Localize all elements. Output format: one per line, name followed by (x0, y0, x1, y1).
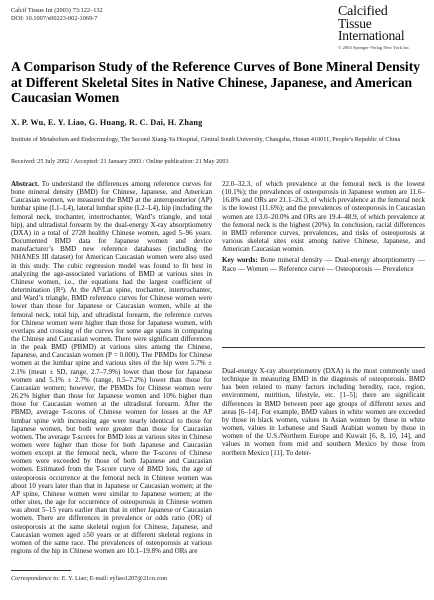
logo-word-tissue: Tissue (338, 16, 372, 31)
logo-word-calcified: Calcified (338, 4, 388, 19)
footnote-divider (11, 570, 71, 571)
journal-logo (338, 6, 426, 51)
copyright-notice: © 2003 Springer-Verlag New York Inc. (338, 45, 411, 50)
abstract-column-right (222, 180, 425, 273)
correspondence-footnote (11, 575, 167, 582)
author-affiliation: Institute of Metabolism and Endocrinology, The Second Xiang-Ya Hospital, Central South University, Changsha, Hunan 410011, People’s Republic of China (11, 136, 401, 143)
abstract-label: Abstract. (11, 180, 39, 188)
journal-citation (11, 7, 103, 22)
author-list: X. P. Wu, E. Y. Liao, G. Huang, R. C. Dai, H. Zhang (11, 118, 203, 127)
publication-dates: Received: 25 July 2002 / Accepted: 21 January 2003 / Online publication: 21 May 2003 (11, 158, 229, 165)
logo-word-international: International (338, 28, 405, 43)
abstract-column-left (11, 180, 212, 558)
article-title: A Comparison Study of the Reference Curves of Bone Mineral Density at Different Skeletal Sites in Native Chinese, Japanese, and American Caucasian Women (11, 59, 421, 106)
footnote-label: Correspondence to: (11, 575, 61, 582)
keywords-list: Bone mineral density — Dual-energy absorptiometry — Race — Women — Reference curve — Osteoporosis — Prevalence (222, 256, 425, 273)
footnote-email: E. Y. Liao; E-mail: eyliao1207@21cn.com (61, 575, 168, 582)
abstract-body: To understand the differences among reference curves for bone mineral density (BMD) for Chinese, Japanese, and American Caucasian women, we measured the BMD at the anteroposterior (AP) lumbar spine (L1–L4), lateral lumbar spine (L2–L4), hip (including the femoral neck, trochanter, intertrochanter, Ward’s triangle, and total hip), and ultradistal forearm by the dual-energy X-ray absorptiometry (DXA) in a total of 2728 healthy Chinese women, aged 5–96 years. Documented BMD data for Japanese women and device manufacturer’s BMD new reference databases (including the NHANES III dataset) for American Caucasian women were also used in this study. The cubic regression model was found to fit best in analyzing the age-associated variations of BMD at various sites in Chinese women, i.e., the equations had the largest coefficient of determination (R²). At the AP/Lat spine, trochanter, intertrochanter, and Ward’s triangle, BMD reference curves for Chinese women were lower than those for Japanese or Caucasian women, while at the femoral neck, total hip, and ultradistal forearm, the reference curves for Chinese women were higher than those for Japanese women, with overlaps and crossing of the curves for some age spans in comparing the Chinese and Caucasian women. There were significant differences in the peak BMD (PBMD) at various sites among the Chinese, Japanese, and Caucasian women (P = 0.000). The PBMDs for Chinese women at the lumbar spine and various sites of the hip were 5.7% ± 2.1% (mean ± SD, range, 2.7–7.9%) lower than those for Japanese women and 5.1% ± 2.7% (range, 0.5–7.2%) lower than those for Caucasian women; however, the PBMDs for Chinese women were 26.2% higher than those for Japanese women and 10% higher than those for Caucasian women at the ultradistal forearm. After the PBMD, average T-scores of Chinese women for losses at the AP lumbar spine with increasing age were nearly identical to those for Japanese women, but both were greater than those for Caucasian women. The average T-scores for BMD loss at various sites in Chinese women were higher than those for both Japanese and Caucasian women except at the femoral neck, where the T-scores of Chinese women were exceeded by those of both Japanese and Caucasian women. Estimated from the T-score curve of BMD loss, the age of osteoporosis occurrence at the femoral neck in Chinese women was about 10 years later than that in Japanese or Caucasian women; at the AP spine, Chinese women were similar to Japanese women; at the other sites, the age for occurrence of osteoporosis in Chinese women was about 5–15 years earlier than that in either Japanese or Caucasian women. There are differences in prevalence or odds ratio (OR) of osteoporosis at the same skeletal region for Chinese, Japanese, and Caucasian women aged ≥50 years or at different skeletal regions in women of the same race. The prevalences of osteoporosis at various regions of the hip in Chinese women are 10.1–19.8% and ORs are (11, 180, 212, 556)
journal-doi-line: DOI: 10.1007/s00223-002-1069-7 (11, 14, 98, 22)
section-divider (222, 347, 425, 348)
abstract-text-left (11, 180, 212, 555)
keywords-label: Key words: (222, 256, 258, 265)
journal-volume-line: Calcif Tissue Int (2003) 73:122–132 (11, 7, 103, 14)
abstract-body-continued: 22.0–32.3, of which prevalence at the femoral neck is the lowest (10.1%); the prevalences of osteoporosis in Japanese women are 11.6–16.8% and ORs are 21.1–26.3, of which prevalence at the femoral neck is the lowest (11.6%); and the prevalences of osteoporosis in Caucasian women are 13.0–20.0% and ORs are 19.4–48.9, of which prevalence at the femoral neck is the highest (20%). In conclusion, racial differences in BMD reference curves, prevalences, and risks of osteoporosis at various skeletal sites exist among native Chinese, Japanese, and American Caucasian women. (222, 180, 425, 254)
introduction-text: Dual-energy X-ray absorptiometry (DXA) is the most commonly used technique in measuring BMD in the diagnosis of osteoporosis. BMD has been related to many factors including heredity, race, region, environment, nutrition, lifestyle, etc. [1–5]; there are significant differences in BMD between peer age groups of different sexes and areas [6–14]. For example, BMD values in white women are exceeded by those in black women, values in Asian women by those in white women, values in Lebanese and Saudi Arabian women by those in women of the U.S./Northern Europe and Kuwait [6, 8, 10, 14], and values in women from mid and southern Mexico by those from northern Mexico [11]. To deter- (222, 367, 425, 457)
keywords (222, 256, 425, 272)
